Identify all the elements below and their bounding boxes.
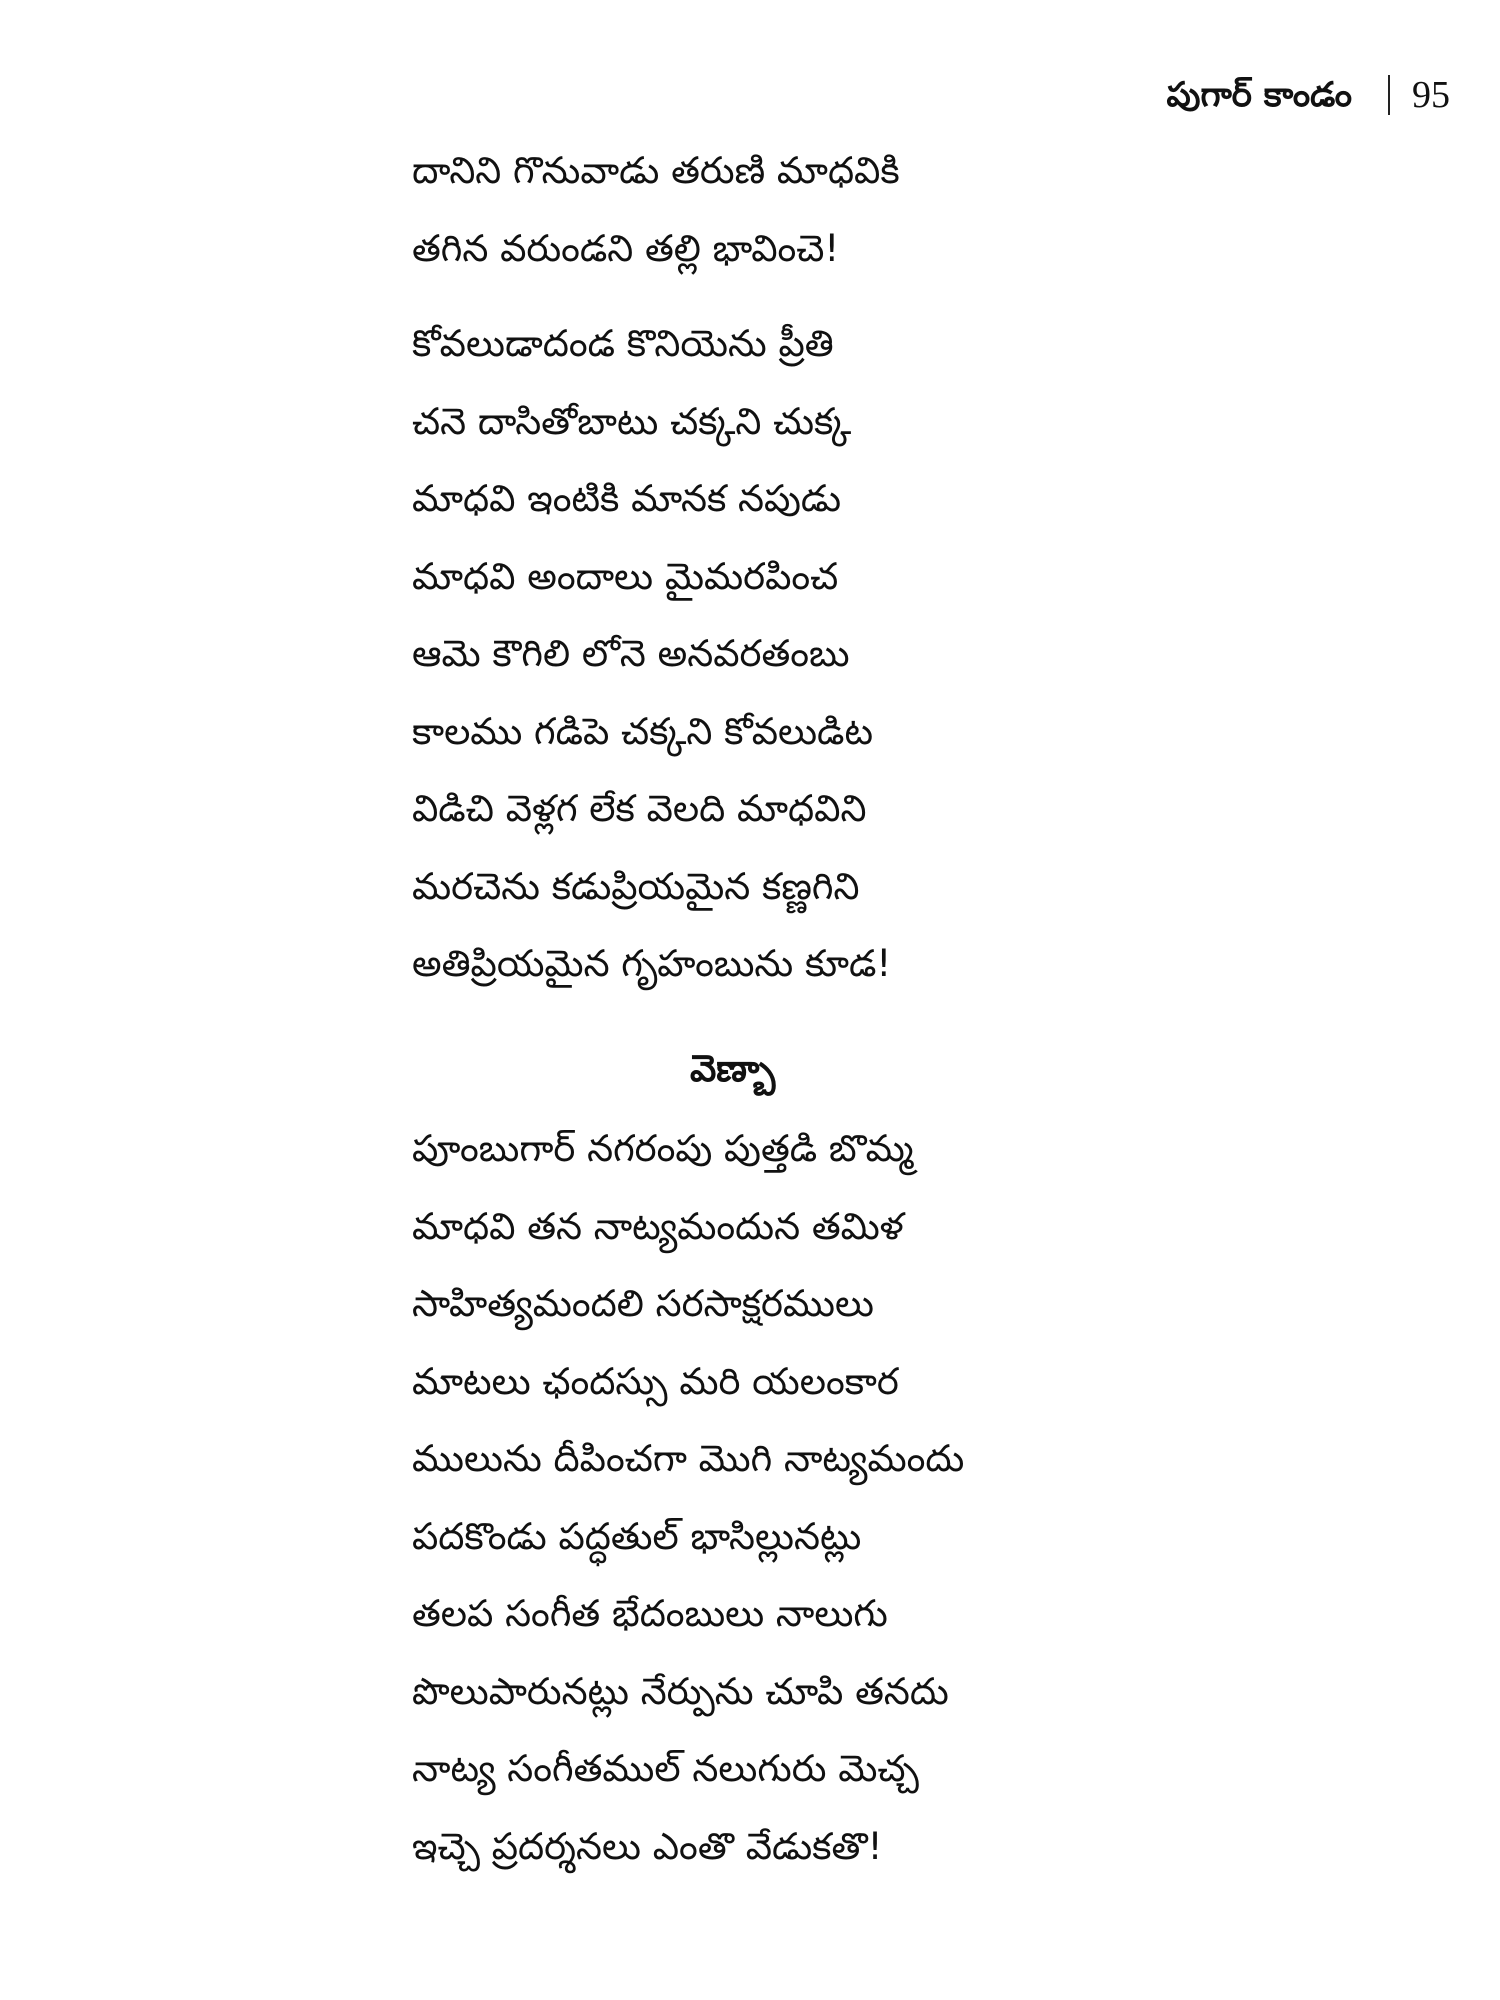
poem-line: మాధవి ఇంటికి మానక నపుడు <box>412 477 842 520</box>
stanza-1 <box>412 132 1412 287</box>
poem-line: మాటలు ఛందస్సు మరి యలంకార <box>412 1359 899 1403</box>
section-title: వెణ్బా <box>690 1047 776 1090</box>
poem-line: ఇచ్చె ప్రదర్శనలు ఎంతొ వేడుకతొ! <box>412 1824 883 1868</box>
stanza-3 <box>412 1110 1412 1885</box>
poem-line: ములును దీపించగా మొగి నాట్యమందు <box>412 1437 965 1480</box>
poem-line: తగిన వరుండని తల్లి భావించె! <box>412 226 840 270</box>
poem-line: మరచెను కడుప్రియమైన కణ్ణగిని <box>412 864 860 908</box>
poem-line: మాధవి తన నాట్యమందున తమిళ <box>412 1204 904 1248</box>
poem-line: ఆమె కౌగిలి లోనె అనవరతంబు <box>412 632 850 675</box>
poem-line: కోవలుడాదండ కొనియెను ప్రీతి <box>412 322 834 365</box>
poem-line: మాధవి అందాలు మైమరపించ <box>412 554 839 598</box>
header-separator <box>1388 75 1390 115</box>
chapter-title: పుగార్ కాండం <box>1166 75 1352 115</box>
poem-line: చనె దాసితోబాటు చక్కని చుక్క <box>412 399 852 443</box>
running-head <box>1167 68 1450 122</box>
poem-line: అతిప్రియమైన గృహంబును కూడ! <box>412 942 892 985</box>
poem-line: దానిని గొనువాడు తరుణి మాధవికి <box>412 149 900 192</box>
poem-line: సాహిత్యమందలి సరసాక్షరములు <box>412 1282 874 1325</box>
poem-line: కాలము గడిపె చక్కని కోవలుడిట <box>412 709 874 753</box>
poem-line: విడిచి వెళ్లగ లేక వెలది మాధవిని <box>412 787 867 830</box>
poem-line: పదకొండు పద్ధతుల్ భాసిల్లునట్లు <box>412 1514 862 1558</box>
poem-line: పూంబుగార్ నగరంపు పుత్తడి బొమ్మ <box>412 1127 914 1170</box>
page-number: 95 <box>1412 74 1450 116</box>
poem-line: తలప సంగీత భేదంబులు నాలుగు <box>412 1592 888 1635</box>
poem-line: నాట్య సంగీతముల్ నలుగురు మెచ్చ <box>412 1747 919 1790</box>
poem-line: పొలుపారునట్లు నేర్పును చూపి తనదు <box>412 1669 949 1713</box>
stanza-2 <box>412 305 1412 1003</box>
